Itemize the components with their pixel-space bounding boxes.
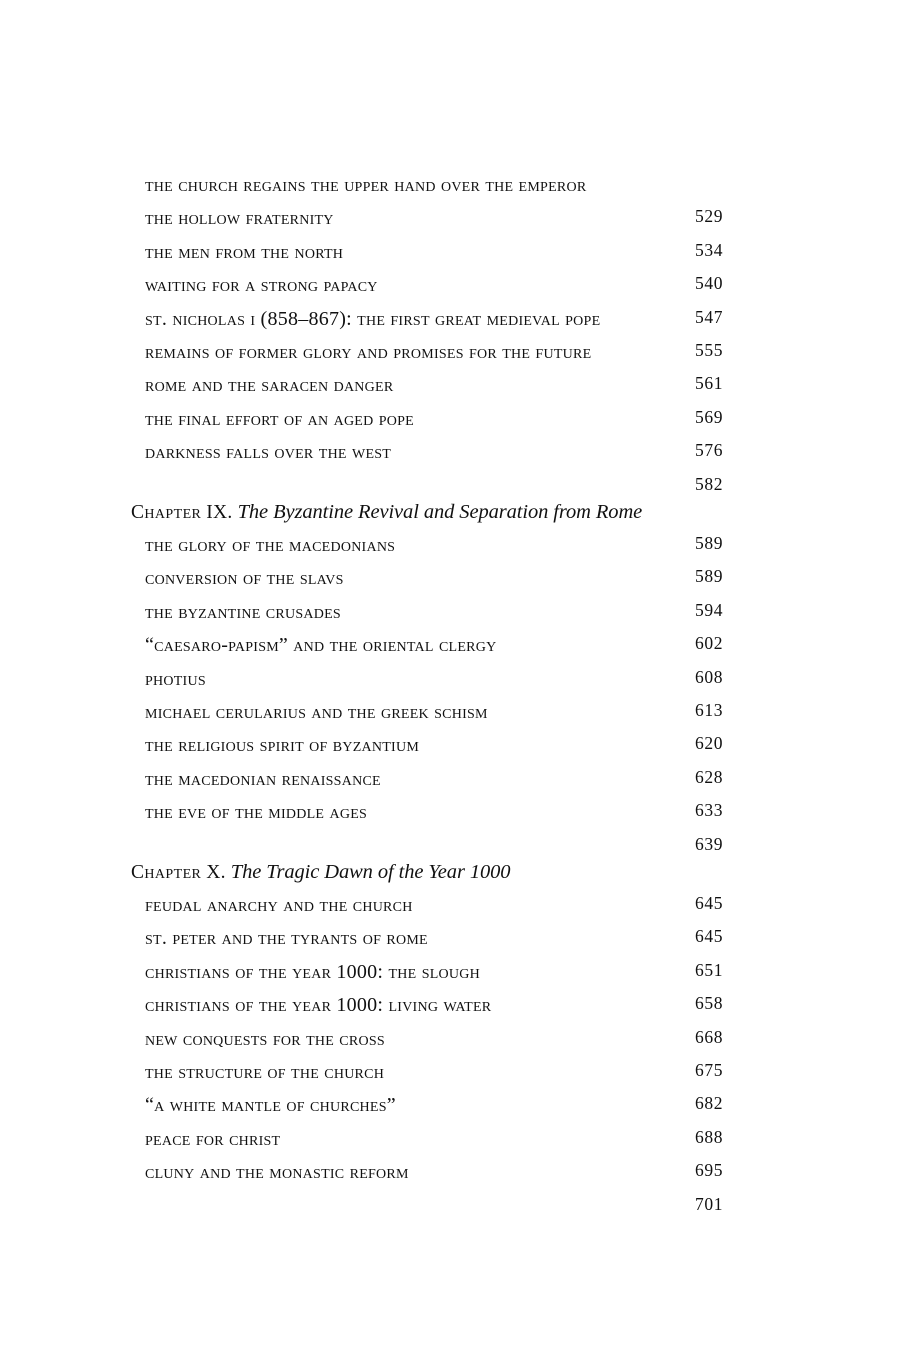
toc-entry	[145, 666, 745, 702]
entry-title: christians of the year 1000: the slough	[145, 960, 480, 983]
toc-entry-row[interactable]	[131, 441, 745, 494]
toc-entry	[145, 735, 745, 768]
entry-title: christians of the year 1000: living water	[145, 994, 492, 1017]
toc-entry	[145, 1095, 745, 1128]
entry-title: the macedonian renaissance	[145, 767, 381, 790]
page-number: 628	[695, 766, 724, 787]
page-number: 540	[695, 273, 724, 294]
toc-entry	[145, 1059, 745, 1095]
page-number: 589	[695, 566, 724, 587]
chapter-word: Chapter	[131, 501, 202, 523]
entry-title: remains of former glory and promises for the future	[145, 340, 592, 363]
page-number: 529	[695, 206, 724, 227]
toc-entry	[145, 208, 745, 241]
page-number: 675	[695, 1059, 724, 1080]
toc-entry	[145, 959, 745, 995]
page-number: 651	[695, 959, 724, 980]
page-number: 688	[695, 1126, 724, 1147]
page-number: 589	[695, 533, 724, 554]
entry-title: new conquests for the cross	[145, 1027, 385, 1050]
entry-title: the final effort of an aged pope	[145, 407, 414, 430]
entry-title: photius	[145, 667, 206, 690]
toc-entry-row[interactable]	[131, 1161, 745, 1214]
page-number: 658	[695, 993, 724, 1014]
entry-title: “caesaro-papism” and the oriental clergy	[145, 634, 497, 657]
toc-section	[131, 174, 745, 494]
entry-title: the structure of the church	[145, 1060, 385, 1083]
toc-entry	[145, 406, 745, 442]
page-number: 576	[695, 440, 724, 461]
entry-title: the hollow fraternity	[145, 207, 334, 230]
toc-section	[131, 860, 745, 1214]
page-number: 645	[695, 926, 724, 947]
toc-entry	[145, 535, 745, 568]
toc-entry	[145, 766, 745, 802]
page-number: 695	[695, 1160, 724, 1181]
page-number: 645	[695, 893, 724, 914]
page-number: 561	[695, 373, 724, 394]
entry-title: “a white mantle of churches”	[145, 1094, 396, 1117]
toc-section	[131, 500, 745, 854]
page-number: 602	[695, 633, 724, 654]
entry-title: waiting for a strong papacy	[145, 274, 378, 297]
page-number: 633	[695, 800, 724, 821]
page-number: 555	[695, 339, 724, 360]
entry-title: st. nicholas i (858–867): the first great medieval pope	[145, 307, 601, 330]
toc-entry	[145, 599, 745, 635]
toc-entry	[145, 375, 745, 408]
toc-entry	[145, 1126, 745, 1162]
entry-title: the glory of the macedonians	[145, 534, 396, 557]
chapter-title	[131, 862, 510, 883]
entry-title: the eve of the middle ages	[145, 801, 368, 824]
page-number: 594	[695, 599, 724, 620]
toc-entry-row[interactable]	[131, 801, 745, 854]
toc-entry	[145, 699, 745, 735]
page-number: 639	[695, 833, 724, 854]
toc-entry	[145, 175, 745, 208]
toc-entry	[145, 306, 745, 342]
entry-title: michael cerularius and the greek schism	[145, 700, 488, 723]
entry-title: rome and the saracen danger	[145, 374, 394, 397]
chapter-number: X.	[206, 861, 226, 883]
toc-entry	[145, 442, 745, 475]
page-number: 547	[695, 306, 724, 327]
page-number: 682	[695, 1093, 724, 1114]
entry-title: the byzantine crusades	[145, 600, 341, 623]
toc-entry	[145, 802, 745, 835]
table-of-contents	[131, 174, 745, 1214]
page-number: 534	[695, 239, 724, 260]
entry-title: the religious spirit of byzantium	[145, 734, 420, 757]
entry-title: darkness falls over the west	[145, 441, 392, 464]
entry-title: cluny and the monastic reform	[145, 1161, 409, 1184]
toc-entry	[145, 928, 745, 961]
page-number: 608	[695, 666, 724, 687]
page-number: 613	[695, 699, 724, 720]
page-number: 701	[695, 1193, 724, 1214]
chapter-name: The Byzantine Revival and Separation from Rome	[237, 500, 643, 523]
page-number: 620	[695, 733, 724, 754]
toc-entry	[145, 995, 745, 1028]
chapter-number: IX.	[206, 501, 233, 523]
toc-entry	[145, 1026, 745, 1062]
entry-title: conversion of the slavs	[145, 567, 344, 590]
toc-entry	[145, 339, 745, 375]
toc-entry	[145, 895, 745, 928]
toc-entry	[145, 568, 745, 601]
toc-entry	[145, 239, 745, 275]
chapter-word: Chapter	[131, 861, 202, 883]
entry-title: st. peter and the tyrants of rome	[145, 927, 428, 950]
chapter-name: The Tragic Dawn of the Year 1000	[230, 860, 511, 883]
toc-entry	[145, 635, 745, 668]
chapter-heading	[131, 862, 745, 896]
toc-entry	[145, 275, 745, 308]
page-number: 569	[695, 406, 724, 427]
page-number: 582	[695, 473, 724, 494]
chapter-heading	[131, 502, 745, 536]
page-number: 668	[695, 1026, 724, 1047]
entry-title: the men from the north	[145, 240, 344, 263]
entry-title: the church regains the upper hand over the emperor	[145, 174, 587, 196]
entry-title: feudal anarchy and the church	[145, 894, 413, 917]
toc-entry	[145, 1162, 745, 1195]
chapter-title	[131, 502, 642, 523]
entry-title: peace for christ	[145, 1127, 281, 1150]
